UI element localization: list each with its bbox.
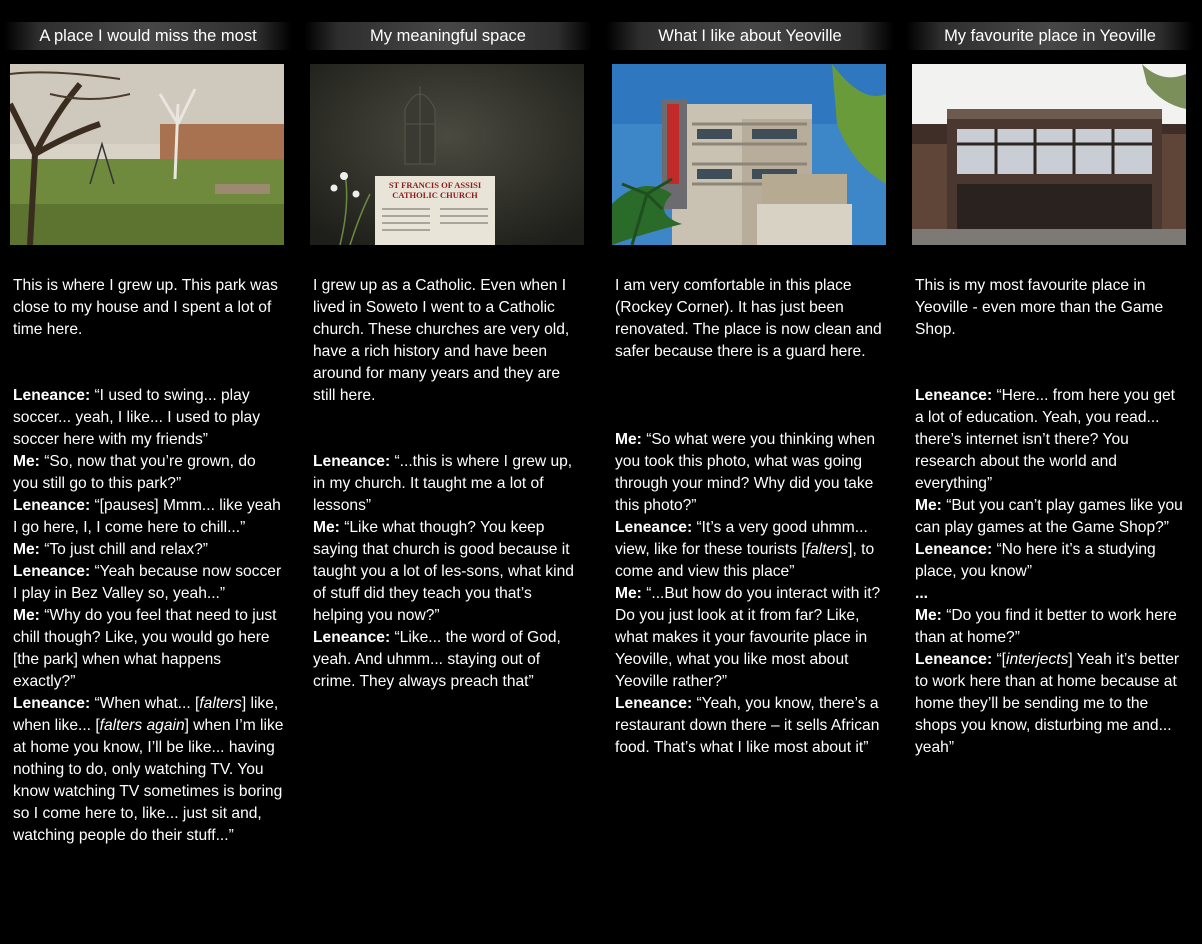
quote: “It’s a very good uhmm... view, like for these tourists [ (615, 519, 868, 558)
column-title: My meaningful space (304, 22, 592, 50)
dialog (313, 451, 585, 693)
library-photo-image (912, 64, 1186, 245)
speaker: Leneance: (313, 453, 391, 470)
dialog-line (615, 693, 887, 759)
quote: ] when I’m like at home you know, I’ll be like... having nothing to do, only watching TV. You know watching TV sometimes is boring so I come here to, like... just sit and, watching people do their stuff...” (13, 717, 284, 844)
quote: “Like... the word of God, yeah. And uhmm... staying out of crime. They always preach that” (313, 629, 561, 690)
speaker: Me: (13, 453, 40, 470)
dialog-line (13, 561, 285, 605)
column-title: My favourite place in Yeoville (906, 22, 1194, 50)
rockey-corner-photo (612, 64, 886, 245)
dialog-line (915, 539, 1187, 583)
speaker: Leneance: (13, 387, 91, 404)
stage-direction: falters again (99, 717, 185, 734)
intro-text: This is where I grew up. This park was close to my house and I spent a lot of time here. (13, 277, 278, 338)
ellipsis: ... (915, 585, 928, 602)
dialog-line (615, 517, 887, 583)
quote: “To just chill and relax?” (39, 541, 208, 558)
church-photo (310, 64, 584, 245)
dialog-line (615, 429, 887, 517)
quote: “But you can’t play games like you can play games at the Game Shop?” (915, 497, 1183, 536)
quote: “Do you find it better to work here than at home?” (915, 607, 1177, 646)
quote: “...But how do you interact with it? Do you just look at it from far? Like, what makes it your favourite place in Yeoville, what you like most about Yeoville rather?” (615, 585, 881, 690)
speaker: Me: (915, 497, 942, 514)
dialog-line (915, 605, 1187, 649)
dialog-line (915, 385, 1187, 495)
dialog-line (915, 649, 1187, 759)
quote: “Why do you feel that need to just chill though? Like, you would go here [the park] when what happens exactly?” (13, 607, 277, 690)
speaker: Me: (13, 607, 40, 624)
library-photo (912, 64, 1186, 245)
dialog-ellipsis (915, 583, 1187, 605)
speaker: Me: (915, 607, 942, 624)
quote: “Here... from here you get a lot of education. Yeah, you read... there’s internet isn’t there? You research about the world and everything” (915, 387, 1176, 492)
dialog (13, 385, 285, 847)
church-sign-line2: CATHOLIC CHURCH (392, 190, 478, 200)
intro-text: I am very comfortable in this place (Rockey Corner). It has just been renovated. The place is now clean and safer because there is a guard here. (615, 277, 882, 360)
dialog-line (13, 605, 285, 693)
column-park (10, 0, 286, 944)
speaker: Leneance: (615, 519, 693, 536)
dialog (915, 385, 1187, 759)
quote: ] like, when like... [ (13, 695, 279, 734)
dialog-line (13, 385, 285, 451)
church-sign-line1: ST FRANCIS OF ASSISI (388, 180, 482, 190)
quote: “[ (992, 651, 1006, 668)
dialog-line (915, 495, 1187, 539)
rockey-corner-photo-image (612, 64, 886, 245)
column-rockey-corner (612, 0, 888, 944)
quote: “I used to swing... play soccer... yeah, I like... I used to play soccer here with my friends” (13, 387, 261, 448)
dialog-line (13, 693, 285, 847)
church-photo-image (310, 64, 584, 245)
speaker: Me: (615, 431, 642, 448)
quote: “No here it’s a studying place, you know” (915, 541, 1156, 580)
intro-text: I grew up as a Catholic. Even when I lived in Soweto I went to a Catholic church. These churches are very old, have a rich history and have been around for many years and they are still here. (313, 277, 570, 404)
speaker: Leneance: (13, 695, 91, 712)
dialog-line (615, 583, 887, 693)
column-church (310, 0, 586, 944)
stage-direction: falters (805, 541, 849, 558)
stage-direction: falters (199, 695, 242, 712)
column-library (912, 0, 1188, 944)
park-photo (10, 64, 284, 245)
quote: “Yeah, you know, there’s a restaurant down there – it sells African food. That’s what I like most about it” (615, 695, 880, 756)
speaker: Leneance: (13, 497, 91, 514)
speaker: Leneance: (915, 387, 993, 404)
speaker: Me: (13, 541, 40, 558)
speaker: Leneance: (615, 695, 693, 712)
quote: “When what... [ (90, 695, 200, 712)
speaker: Leneance: (313, 629, 391, 646)
quote: “Like what though? You keep saying that church is good because it taught you a lot of les-sons, what kind of stuff did they teach you that’s helping you now?” (313, 519, 574, 624)
column-title: What I like about Yeoville (606, 22, 894, 50)
stage-direction: interjects (1006, 651, 1069, 668)
speaker: Me: (313, 519, 340, 536)
speaker: Me: (615, 585, 642, 602)
quote: “Yeah because now soccer I play in Bez Valley so, yeah...” (13, 563, 282, 602)
dialog-line (13, 495, 285, 539)
dialog-line (313, 451, 585, 517)
dialog-line (13, 539, 285, 561)
dialog-line (313, 517, 585, 627)
speaker: Leneance: (915, 651, 993, 668)
quote: “So, now that you’re grown, do you still go to this park?” (13, 453, 256, 492)
dialog-line (313, 627, 585, 693)
speaker: Leneance: (13, 563, 91, 580)
dialog (615, 429, 887, 759)
speaker: Leneance: (915, 541, 993, 558)
park-photo-image (10, 64, 284, 245)
quote: “...this is where I grew up, in my church. It taught me a lot of lessons” (313, 453, 573, 514)
quote: “So what were you thinking when you took this photo, what was going through your mind? Why did you take this photo?” (615, 431, 876, 514)
column-title: A place I would miss the most (4, 22, 292, 50)
quote: ] Yeah it’s better to work here than at home because at home they’ll be sending me to the shops you know, disturbing me and... yeah” (915, 651, 1180, 756)
quote: “[pauses] Mmm... like yeah I go here, I, I come here to chill...” (13, 497, 281, 536)
quote: ], to come and view this place” (615, 541, 875, 580)
intro-text: This is my most favourite place in Yeoville - even more than the Game Shop. (915, 277, 1164, 338)
dialog-line (13, 451, 285, 495)
